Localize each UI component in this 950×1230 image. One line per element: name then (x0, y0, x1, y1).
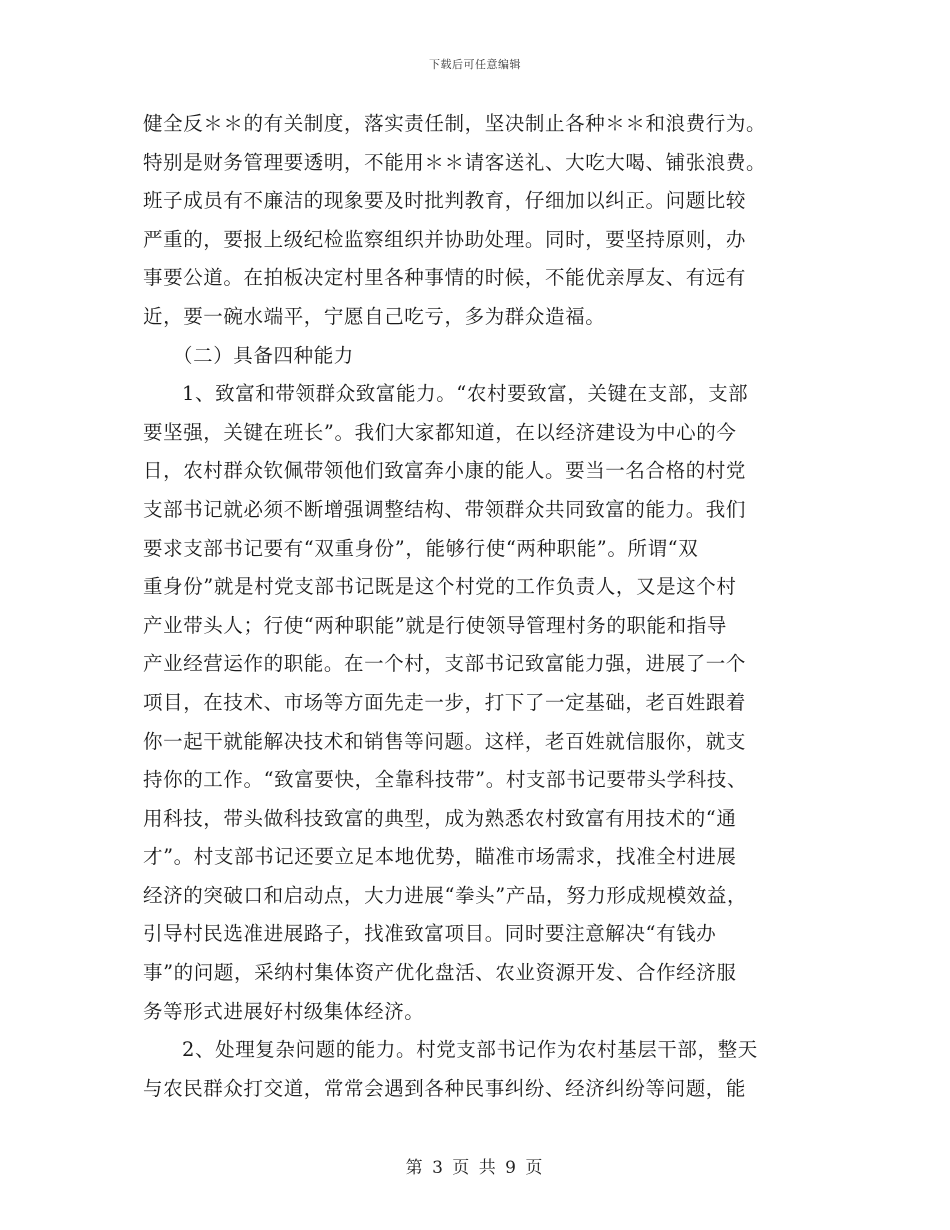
body-line: 要坚强，关键在班长”。我们大家都知道，在以经济建设为中心的今 (143, 420, 737, 444)
body-line: 才”。村支部书记还要立足本地优势，瞄准市场需求，找准全村进展 (143, 845, 737, 869)
paragraph-start: 1、致富和带领群众致富能力。“农村要致富，关键在支部，支部 (182, 382, 749, 406)
body-line: 产业经营运作的职能。在一个村，支部书记致富能力强，进展了一个 (143, 652, 747, 676)
body-line: 日，农村群众钦佩带领他们致富奔小康的能人。要当一名合格的村党 (143, 459, 747, 483)
body-line: 项目，在技术、市场等方面先走一步，打下了一定基础，老百姓跟着 (143, 690, 747, 714)
body-line: 引导村民选准进展路子，找准致富项目。同时要注意解决“有钱办 (143, 922, 717, 946)
body-line: 事”的问题，采纳村集体资产优化盘活、农业资源开发、合作经济服 (143, 961, 737, 985)
body-line: 经济的突破口和启动点，大力进展“拳头”产品，努力形成规模效益， (143, 883, 748, 907)
body-line: 产业带头人；行使“两种职能”就是行使领导管理村务的职能和指导 (143, 613, 727, 637)
body-line: 特别是财务管理要透明，不能用＊＊请客送礼、大吃大喝、铺张浪费。 (143, 150, 767, 174)
page-header-note: 下载后可任意编辑 (429, 58, 521, 71)
body-line: 你一起干就能解决技术和销售等问题。这样，老百姓就信服你，就支 (143, 729, 747, 753)
body-line: 支部书记就必须不断增强调整结构、带领群众共同致富的能力。我们 (143, 497, 747, 521)
document-body (143, 105, 813, 1108)
section-heading: （二）具备四种能力 (173, 343, 354, 367)
body-line: 务等形式进展好村级集体经济。 (143, 999, 425, 1023)
body-line: 严重的，要报上级纪检监察组织并协助处理。同时，要坚持原则，办 (143, 227, 747, 251)
body-line: 要求支部书记要有“双重身份”，能够行使“两种职能”。所谓“双 (143, 536, 699, 560)
page-number-footer: 第 3 页 共 9 页 (405, 1158, 545, 1178)
body-line: 事要公道。在拍板决定村里各种事情的时候，不能优亲厚友、有远有 (143, 266, 747, 290)
paragraph-start: 2、处理复杂问题的能力。村党支部书记作为农村基层干部，整天 (182, 1038, 758, 1062)
body-line: 持你的工作。“致富要快，全靠科技带”。村支部书记要带头学科技、 (143, 768, 748, 792)
body-line: 近，要一碗水端平，宁愿自己吃亏，多为群众造福。 (143, 304, 606, 328)
body-line: 重身份”就是村党支部书记既是这个村党的工作负责人，又是这个村 (143, 575, 737, 599)
body-line: 用科技，带头做科技致富的典型，成为熟悉农村致富有用技术的“通 (143, 806, 737, 830)
body-line: 健全反＊＊的有关制度，落实责任制，坚决制止各种＊＊和浪费行为。 (143, 112, 767, 135)
body-line: 与农民群众打交道，常常会遇到各种民事纠纷、经济纠纷等问题，能 (143, 1076, 747, 1100)
body-line: 班子成员有不廉洁的现象要及时批判教育，仔细加以纠正。问题比较 (143, 189, 747, 213)
